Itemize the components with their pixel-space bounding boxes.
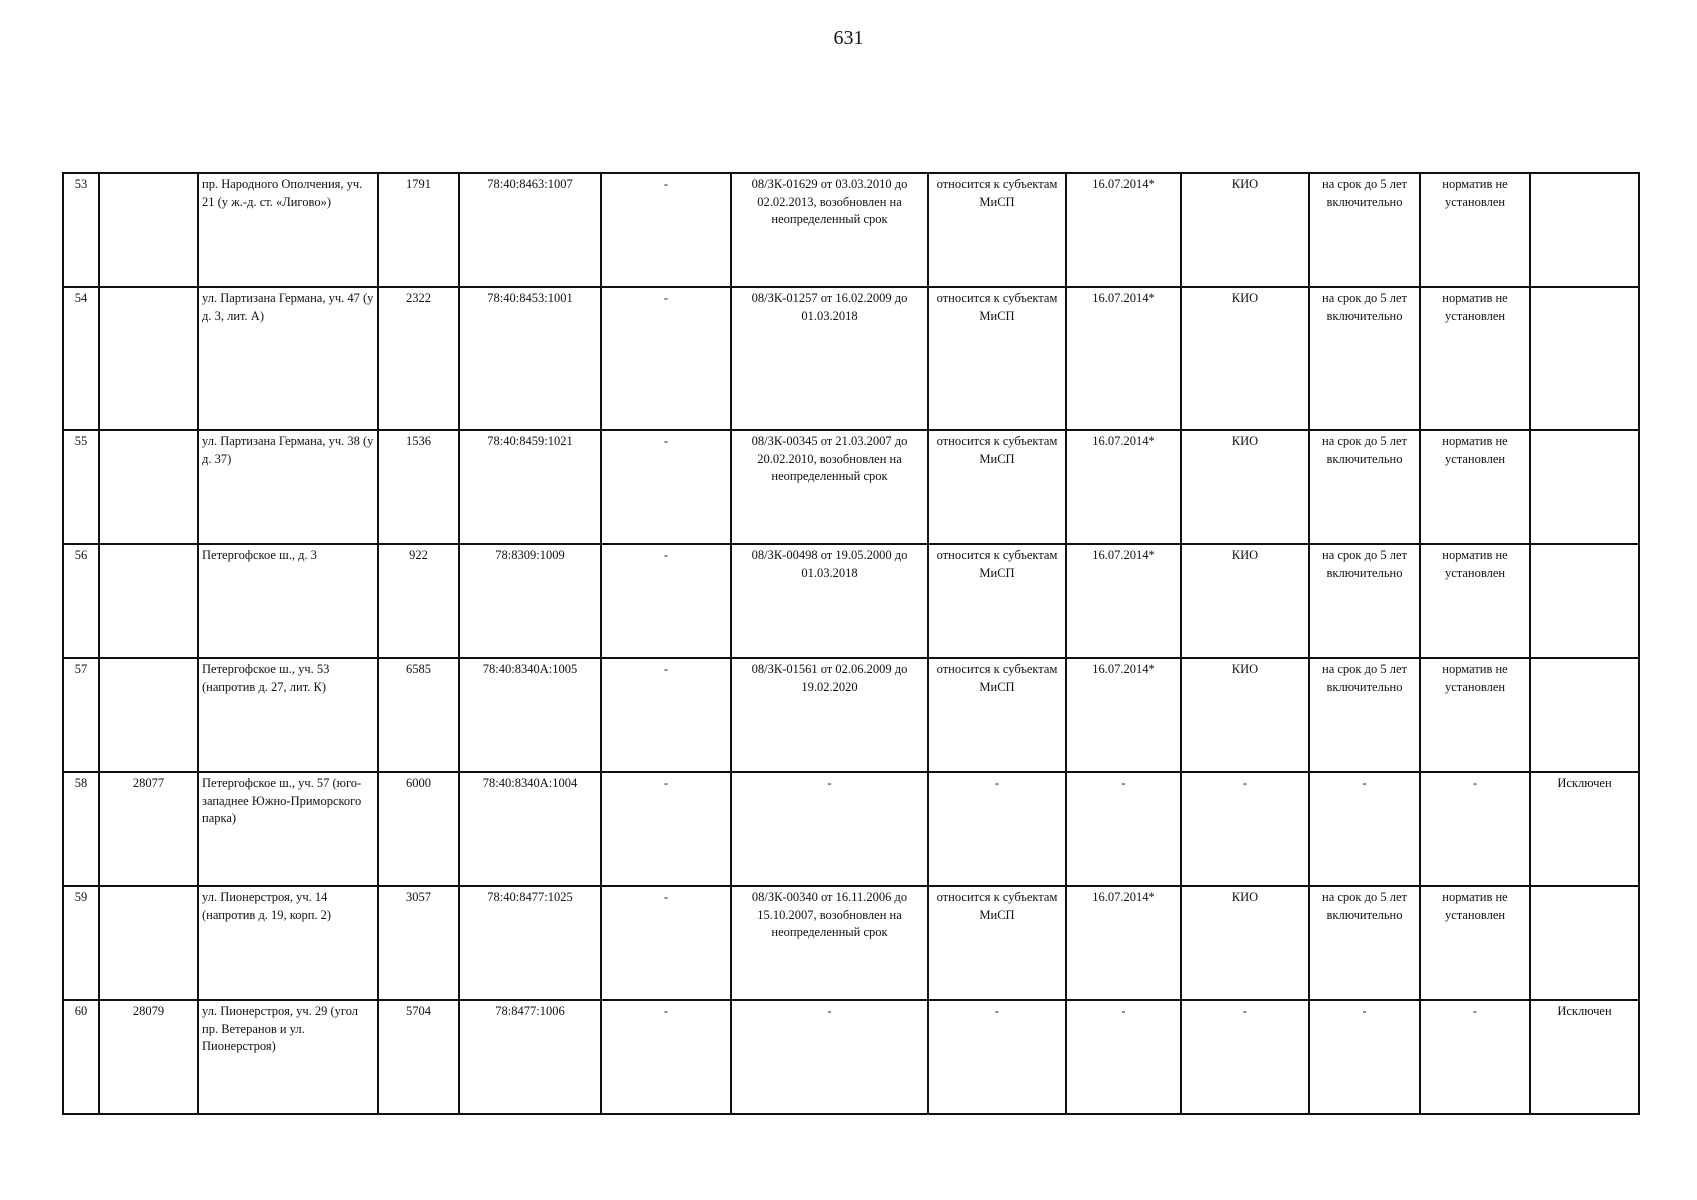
cell-row-number: 54 xyxy=(63,287,99,430)
cell-organization: - xyxy=(1181,1000,1309,1114)
table-row xyxy=(63,173,1639,287)
table-row xyxy=(63,1000,1639,1114)
cell-note: Исключен xyxy=(1530,1000,1639,1114)
cell-contract: - xyxy=(731,1000,928,1114)
cell-norm: норматив не установлен xyxy=(1420,287,1530,430)
table-row xyxy=(63,772,1639,886)
cell-note: Исключен xyxy=(1530,772,1639,886)
cell-norm: норматив не установлен xyxy=(1420,658,1530,772)
cell-area: 5704 xyxy=(378,1000,459,1114)
cell-organization: КИО xyxy=(1181,544,1309,658)
cell-norm: норматив не установлен xyxy=(1420,544,1530,658)
cell-column-6: - xyxy=(601,886,731,1000)
cell-organization: КИО xyxy=(1181,658,1309,772)
cell-term: на срок до 5 лет включительно xyxy=(1309,430,1420,544)
cell-contract: 08/ЗК-01561 от 02.06.2009 до 19.02.2020 xyxy=(731,658,928,772)
page-number: 631 xyxy=(833,27,864,49)
cell-organization: КИО xyxy=(1181,886,1309,1000)
cell-area: 3057 xyxy=(378,886,459,1000)
cell-area: 1536 xyxy=(378,430,459,544)
cell-note xyxy=(1530,886,1639,1000)
cell-category: относится к субъектам МиСП xyxy=(928,886,1066,1000)
cell-code xyxy=(99,658,198,772)
cell-cadastral-number: 78:40:8453:1001 xyxy=(459,287,601,430)
cell-organization: КИО xyxy=(1181,430,1309,544)
cell-cadastral-number: 78:40:8340А:1004 xyxy=(459,772,601,886)
cell-date: 16.07.2014* xyxy=(1066,287,1181,430)
cell-row-number: 57 xyxy=(63,658,99,772)
cell-area: 1791 xyxy=(378,173,459,287)
cell-date: 16.07.2014* xyxy=(1066,658,1181,772)
cell-category: относится к субъектам МиСП xyxy=(928,173,1066,287)
cell-date: 16.07.2014* xyxy=(1066,173,1181,287)
cell-row-number: 59 xyxy=(63,886,99,1000)
cell-category: относится к субъектам МиСП xyxy=(928,430,1066,544)
cell-category: - xyxy=(928,1000,1066,1114)
cell-code xyxy=(99,173,198,287)
cell-address: пр. Народного Ополчения, уч. 21 (у ж.-д. ст. «Лигово») xyxy=(198,173,378,287)
table-row xyxy=(63,287,1639,430)
cell-category: - xyxy=(928,772,1066,886)
cell-cadastral-number: 78:40:8463:1007 xyxy=(459,173,601,287)
cell-column-6: - xyxy=(601,544,731,658)
cell-column-6: - xyxy=(601,658,731,772)
cell-organization: КИО xyxy=(1181,173,1309,287)
cell-date: - xyxy=(1066,772,1181,886)
cell-organization: - xyxy=(1181,772,1309,886)
cell-term: - xyxy=(1309,772,1420,886)
cell-norm: - xyxy=(1420,772,1530,886)
cell-category: относится к субъектам МиСП xyxy=(928,658,1066,772)
cell-address: Петергофское ш., уч. 53 (напротив д. 27, лит. К) xyxy=(198,658,378,772)
cell-area: 2322 xyxy=(378,287,459,430)
land-plots-table xyxy=(62,172,1640,1115)
cell-contract: 08/ЗК-01257 от 16.02.2009 до 01.03.2018 xyxy=(731,287,928,430)
table-row xyxy=(63,544,1639,658)
cell-term: на срок до 5 лет включительно xyxy=(1309,544,1420,658)
cell-note xyxy=(1530,287,1639,430)
cell-column-6: - xyxy=(601,1000,731,1114)
cell-term: на срок до 5 лет включительно xyxy=(1309,886,1420,1000)
cell-cadastral-number: 78:40:8340А:1005 xyxy=(459,658,601,772)
cell-column-6: - xyxy=(601,430,731,544)
cell-row-number: 58 xyxy=(63,772,99,886)
cell-address: ул. Пионерстроя, уч. 29 (угол пр. Ветеранов и ул. Пионерстроя) xyxy=(198,1000,378,1114)
cell-row-number: 56 xyxy=(63,544,99,658)
cell-area: 6000 xyxy=(378,772,459,886)
table-row xyxy=(63,658,1639,772)
cell-category: относится к субъектам МиСП xyxy=(928,544,1066,658)
cell-address: Петергофское ш., д. 3 xyxy=(198,544,378,658)
cell-date: 16.07.2014* xyxy=(1066,430,1181,544)
cell-code xyxy=(99,886,198,1000)
cell-code: 28077 xyxy=(99,772,198,886)
cell-column-6: - xyxy=(601,287,731,430)
cell-code xyxy=(99,544,198,658)
cell-organization: КИО xyxy=(1181,287,1309,430)
cell-address: ул. Пионерстроя, уч. 14 (напротив д. 19, корп. 2) xyxy=(198,886,378,1000)
cell-date: 16.07.2014* xyxy=(1066,886,1181,1000)
table-row xyxy=(63,886,1639,1000)
table-row xyxy=(63,430,1639,544)
cell-contract: 08/ЗК-00345 от 21.03.2007 до 20.02.2010, возобновлен на неопределенный срок xyxy=(731,430,928,544)
cell-norm: - xyxy=(1420,1000,1530,1114)
cell-category: относится к субъектам МиСП xyxy=(928,287,1066,430)
cell-date: 16.07.2014* xyxy=(1066,544,1181,658)
cell-cadastral-number: 78:8477:1006 xyxy=(459,1000,601,1114)
cell-contract: 08/ЗК-01629 от 03.03.2010 до 02.02.2013, возобновлен на неопределенный срок xyxy=(731,173,928,287)
cell-code xyxy=(99,287,198,430)
cell-column-6: - xyxy=(601,173,731,287)
cell-code: 28079 xyxy=(99,1000,198,1114)
cell-contract: - xyxy=(731,772,928,886)
cell-norm: норматив не установлен xyxy=(1420,430,1530,544)
cell-term: на срок до 5 лет включительно xyxy=(1309,287,1420,430)
cell-address: Петергофское ш., уч. 57 (юго-западнее Южно-Приморского парка) xyxy=(198,772,378,886)
cell-contract: 08/ЗК-00498 от 19.05.2000 до 01.03.2018 xyxy=(731,544,928,658)
cell-row-number: 53 xyxy=(63,173,99,287)
cell-note xyxy=(1530,658,1639,772)
cell-note xyxy=(1530,544,1639,658)
cell-address: ул. Партизана Германа, уч. 47 (у д. 3, лит. А) xyxy=(198,287,378,430)
cell-note xyxy=(1530,173,1639,287)
cell-norm: норматив не установлен xyxy=(1420,173,1530,287)
cell-date: - xyxy=(1066,1000,1181,1114)
cell-term: на срок до 5 лет включительно xyxy=(1309,658,1420,772)
cell-code xyxy=(99,430,198,544)
cell-address: ул. Партизана Германа, уч. 38 (у д. 37) xyxy=(198,430,378,544)
cell-row-number: 60 xyxy=(63,1000,99,1114)
cell-cadastral-number: 78:8309:1009 xyxy=(459,544,601,658)
cell-column-6: - xyxy=(601,772,731,886)
cell-note xyxy=(1530,430,1639,544)
cell-row-number: 55 xyxy=(63,430,99,544)
cell-term: - xyxy=(1309,1000,1420,1114)
cell-cadastral-number: 78:40:8459:1021 xyxy=(459,430,601,544)
cell-term: на срок до 5 лет включительно xyxy=(1309,173,1420,287)
cell-area: 922 xyxy=(378,544,459,658)
cell-cadastral-number: 78:40:8477:1025 xyxy=(459,886,601,1000)
cell-area: 6585 xyxy=(378,658,459,772)
cell-norm: норматив не установлен xyxy=(1420,886,1530,1000)
cell-contract: 08/ЗК-00340 от 16.11.2006 до 15.10.2007, возобновлен на неопределенный срок xyxy=(731,886,928,1000)
